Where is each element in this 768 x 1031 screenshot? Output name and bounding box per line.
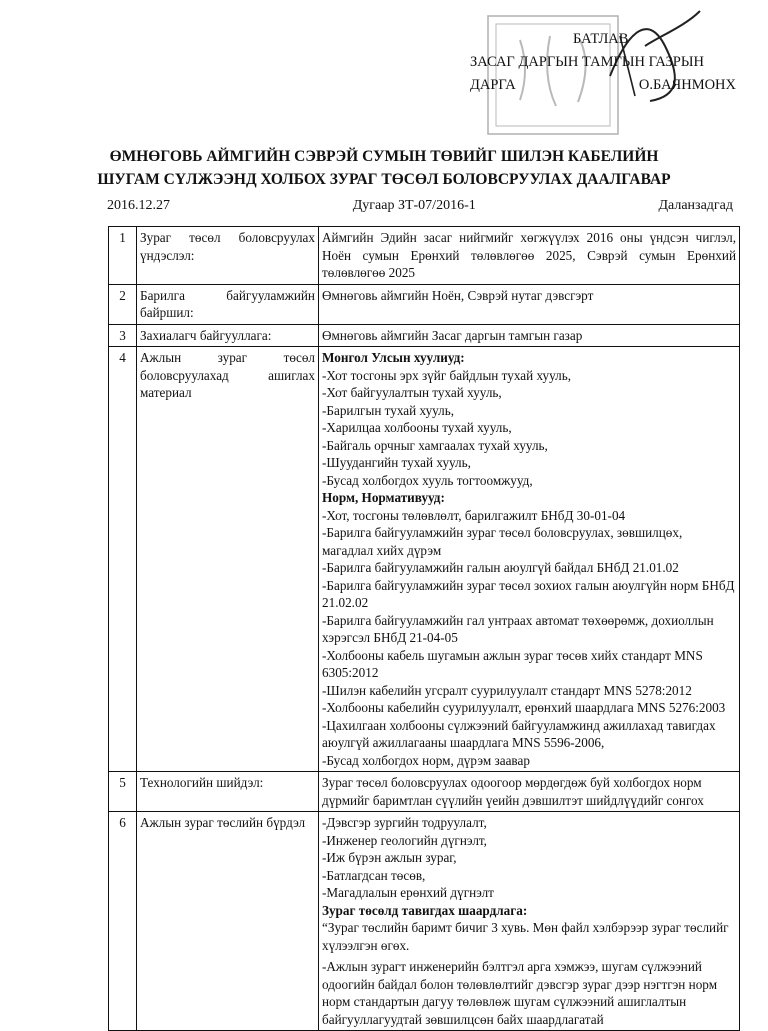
row-label: Захиалагч байгууллага: xyxy=(137,324,319,347)
approval-title: БАТЛАВ xyxy=(573,31,629,47)
deliverable-item: -Иж бүрэн ажлын зураг, xyxy=(322,850,457,865)
row-label: Ажлын зураг төслийн бүрдэл xyxy=(137,812,319,1031)
row-label: Технологийн шийдэл: xyxy=(137,772,319,812)
laws-heading: Монгол Улсын хуулиуд: xyxy=(322,350,465,365)
title-line-2: ШУГАМ СҮЛЖЭЭНД ХОЛБОХ ЗУРАГ ТӨСӨЛ БОЛОВСРУУЛАХ ДААЛГАВАР xyxy=(97,171,671,188)
document-date: 2016.12.27 xyxy=(107,198,170,213)
task-table xyxy=(108,226,740,1031)
law-item: -Хот тосгоны эрх зүйг байдлын тухай хууль, xyxy=(322,367,572,383)
deliverable-item: -Инженер геологийн дүгнэлт, xyxy=(322,832,487,848)
norm-item: -Барилга байгууламжийн галын аюулгүй байдал БНбД 21.01.02 xyxy=(322,560,679,575)
norm-item: -Шилэн кабелийн угсралт суурилуулалт стандарт MNS 5278:2012 xyxy=(322,682,692,698)
deliverable-item: -Дэвсгэр зургийн тодруулалт, xyxy=(322,815,487,830)
table-row xyxy=(109,347,740,772)
row-content xyxy=(319,812,740,1031)
table-row xyxy=(109,772,740,812)
norms-heading: Норм, Нормативууд: xyxy=(322,490,445,505)
approval-org: ЗАСАГ ДАРГЫН ТАМГЫН ГАЗРЫН xyxy=(470,54,704,70)
row-content xyxy=(319,347,740,772)
norm-item: -Холбооны кабель шугамын ажлын зураг төсөв хийх стандарт MNS 6305:2012 xyxy=(322,647,703,680)
row-number: 5 xyxy=(109,772,137,812)
document-place: Даланзадгад xyxy=(658,198,733,213)
deliverable-item: -Батлагдсан төсөв, xyxy=(322,867,426,883)
law-item: -Хот байгуулалтын тухай хууль, xyxy=(322,385,502,400)
document-number: Дугаар ЗТ-07/2016-1 xyxy=(352,198,476,213)
row-number: 2 xyxy=(109,284,137,324)
norm-item: -Барилга байгууламжийн гал унтраах автомат төхөөрөмж, дохиоллын хэрэгсэл БНбД 21-04-05 xyxy=(322,612,714,645)
norm-item: -Хот, тосгоны төлөвлөлт, барилгажилт БНбД 30-01-04 xyxy=(322,507,626,523)
row-content: Зураг төсөл боловсруулах одоогоор мөрдөгдөж буй холбогдох норм дүрмийг баримтлан сүүлийн үеийн дэвшилтэт шийдлүүдийг сонгох xyxy=(319,772,740,812)
requirement-text: “Зураг төслийн баримт бичиг 3 хувь. Мөн файл хэлбэрээр зураг төслийг хүлээлгэн өгөх. xyxy=(322,920,729,953)
row-content: Аймгийн Эдийн засаг нийгмийг хөгжүүлэх 2016 оны үндсэн чиглэл, Ноён сумын Ерөнхий төлөвлөгөө 2025, Сэврэй сумын Ерөнхий төлөвлөгөө 2025 xyxy=(319,227,740,285)
approval-name: О.БАЯНМОНХ xyxy=(638,77,736,93)
title-line-1: ӨМНӨГОВЬ АЙМГИЙН СЭВРЭЙ СУМЫН ТӨВИЙГ ШИЛЭН КАБЕЛИЙН xyxy=(109,148,659,165)
law-item: -Байгаль орчныг хамгаалах тухай хууль, xyxy=(322,437,548,453)
requirements-heading: Зураг төсөлд тавигдах шаардлага: xyxy=(322,902,528,918)
document-meta xyxy=(107,198,733,214)
row-content: Өмнөговь аймгийн Ноён, Сэврэй нутаг дэвсгэрт xyxy=(319,284,740,324)
row-label: Барилга байгууламжийн байршил: xyxy=(137,284,319,324)
row-number: 1 xyxy=(109,227,137,285)
row-number: 6 xyxy=(109,812,137,1031)
norm-item: -Барилга байгууламжийн зураг төсөл зохиох галын аюулгүйн норм БНбД 21.02.02 xyxy=(322,577,735,610)
norm-item: -Холбооны кабелийн суурилуулалт, ерөнхий шаардлага MNS 5276:2003 xyxy=(322,700,726,715)
table-row xyxy=(109,812,740,1031)
law-item: -Бусад холбогдох хууль тогтоомжууд, xyxy=(322,472,533,488)
approval-block xyxy=(470,28,740,97)
table-row xyxy=(109,227,740,285)
law-item: -Харилцаа холбооны тухай хууль, xyxy=(322,420,512,435)
deliverable-item: -Магадлалын ерөнхий дүгнэлт xyxy=(322,885,494,900)
table-row xyxy=(109,284,740,324)
approval-signer xyxy=(470,74,740,97)
law-item: -Шуудангийн тухай хууль, xyxy=(322,455,471,470)
requirement-text: -Ажлын зурагт инженерийн бэлтгэл арга хэмжээ, шугам сүлжээний одоогийн байдал болон төлөвлөлтийг дэвсгэр зураг дээр нэгтгэн норм норм стандартын дагуу төлөвлөж шугам сүлжээний ашиглалтын байгууллагуудтай зөвшилцсөн байх шаардлагатай xyxy=(322,959,718,1027)
norm-item: -Бусад холбогдох норм, дүрэм заавар xyxy=(322,752,530,768)
row-label: Ажлын зураг төсөл боловсруулахад ашиглах материал xyxy=(137,347,319,772)
norm-item: -Барилга байгууламжийн зураг төсөл боловсруулах, зөвшилцөх, магадлал хийх дүрэм xyxy=(322,525,683,558)
law-item: -Барилгын тухай хууль, xyxy=(322,402,455,418)
row-number: 4 xyxy=(109,347,137,772)
norm-item: -Цахилгаан холбооны сүлжээний байгууламжинд ажиллахад тавигдах аюулгүй ажиллагааны шаардлага MNS 5596-2006, xyxy=(322,717,716,750)
row-label: Зураг төсөл боловсруулах үндэслэл: xyxy=(137,227,319,285)
row-content: Өмнөговь аймгийн Засаг даргын тамгын газар xyxy=(319,324,740,347)
row-number: 3 xyxy=(109,324,137,347)
table-row xyxy=(109,324,740,347)
document-title xyxy=(0,145,768,191)
approval-position: ДАРГА xyxy=(470,77,516,93)
